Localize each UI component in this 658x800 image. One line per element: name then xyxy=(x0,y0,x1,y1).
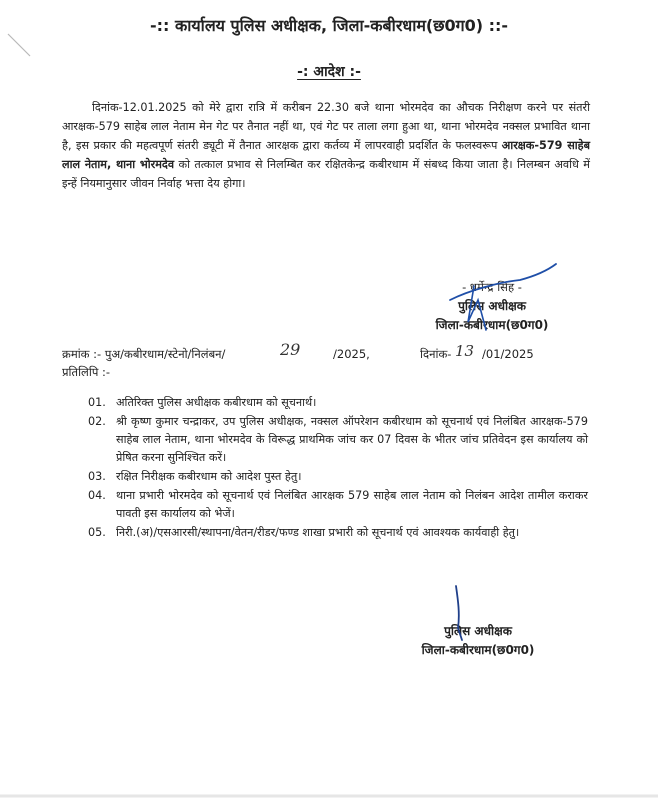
list-item-number: 03. xyxy=(88,470,106,483)
list-item xyxy=(88,394,588,412)
signatory-designation: पुलिस अधीक्षक xyxy=(458,299,526,313)
order-body-text: दिनांक-12.01.2025 को मेरे द्वारा रात्रि में करीबन 22.30 बजे थाना भोरमदेव का औचक निरीक्षण करने पर संतरी आरक्षक-579 साहेब लाल नेताम मेन गेट पर तैनात नहीं था, एवं गेट पर ताला लगा हुआ था, थाना भोरमदेव नक्सल प्रभावित थाना है, इस प्रकार की महत्वपूर्ण संतरी ड्यूटी में तैनात आरक्षक द्वारा कर्तव्य में लापरवाही प्रदर्शित के फलस्वरूप xyxy=(62,101,590,152)
list-item-number: 02. xyxy=(88,415,106,428)
list-item-number: 04. xyxy=(88,489,106,502)
signatory-designation-bottom: पुलिस अधीक्षक xyxy=(444,624,512,638)
order-heading: -: आदेश :- xyxy=(297,64,361,80)
list-item-number: 05. xyxy=(88,526,106,539)
list-item-text: रक्षित निरीक्षक कबीरधाम को आदेश पुस्त हेतु। xyxy=(116,470,302,483)
list-item xyxy=(88,524,588,542)
copy-list xyxy=(88,394,588,543)
order-body-text-end: को तत्काल प्रभाव से निलम्बित कर रक्षितकेन्द्र कबीरधाम में संबध्द किया जाता है। निलम्बन अवधि में इन्हें नियमानुसार जीवन निर्वाह भत्ता देय होगा। xyxy=(62,158,590,190)
corner-scan-mark xyxy=(8,34,30,56)
signatory-name: - धर्मेन्द्र सिंह - xyxy=(462,280,522,294)
signatory-district-bottom: जिला-कबीरधाम(छ0ग0) xyxy=(421,643,535,657)
reference-year: /2025, xyxy=(333,347,370,361)
list-item-text: निरी.(अ)/एसआरसी/स्थापना/वेतन/रीडर/फण्ड शाखा प्रभारी को सूचनार्थ एवं आवश्यक कार्यवाही हेतु। xyxy=(116,526,520,539)
date-day-handwritten: 13 xyxy=(455,342,475,360)
reference-label: क्रमांक :- पुअ/कबीरधाम/स्टेनो/निलंबन/ xyxy=(62,347,226,361)
date-label: दिनांक- xyxy=(420,347,452,361)
list-item-text: श्री कृष्ण कुमार चन्द्राकर, उप पुलिस अधीक्षक, नक्सल ऑपरेशन कबीरधाम को सूचनार्थ एवं निलंबित आरक्षक-579 साहेब लाल नेताम, थाना भोरमदेव के विरूद्ध प्राथमिक जांच कर 07 दिवस के भीतर जांच प्रतिवेदन इस कार्यालय को प्रेषित करना सुनिश्चित करें। xyxy=(116,415,588,464)
list-item-text: थाना प्रभारी भोरमदेव को सूचनार्थ एवं निलंबित आरक्षक 579 साहेब लाल नेताम को निलंबन आदेश तामील कराकर पावती इस कार्यालय को भेजें। xyxy=(116,489,588,520)
list-item xyxy=(88,468,588,486)
list-item xyxy=(88,487,588,523)
date-month-year: /01/2025 xyxy=(482,347,534,361)
signatory-district: जिला-कबीरधाम(छ0ग0) xyxy=(435,318,549,332)
order-body xyxy=(62,98,590,193)
reference-number-handwritten: 29 xyxy=(280,340,301,359)
order-body-constable: आरक्षक-579 साहेब लाल नेताम, थाना भोरमदेव xyxy=(62,139,590,171)
list-item-text: अतिरिक्त पुलिस अधीक्षक कबीरधाम को सूचनार्थ। xyxy=(116,396,317,409)
copy-to-label: प्रतिलिपि :- xyxy=(62,365,111,379)
office-title: -:: कार्यालय पुलिस अधीक्षक, जिला-कबीरधाम(छ0ग0) ::- xyxy=(149,16,509,35)
list-item-number: 01. xyxy=(88,396,106,409)
list-item xyxy=(88,413,588,467)
signature-block-top xyxy=(412,278,572,335)
signature-block-bottom xyxy=(408,622,548,660)
